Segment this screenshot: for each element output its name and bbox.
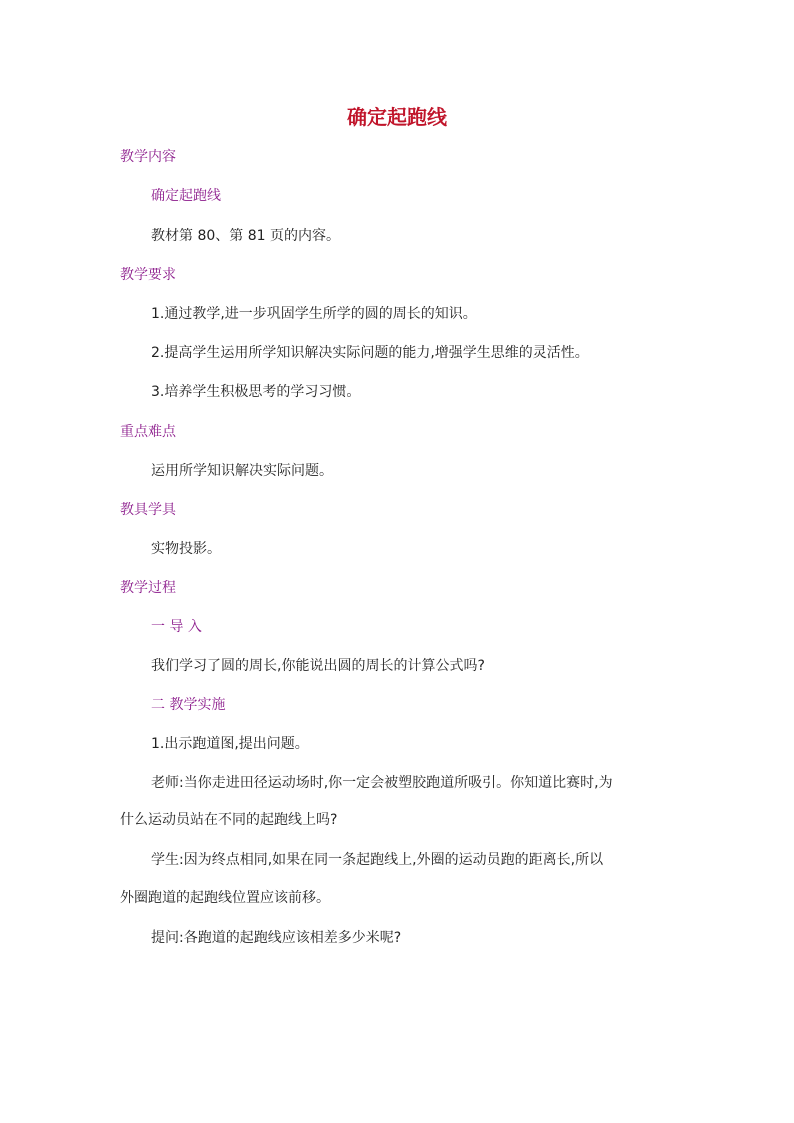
student-line-2: 外圈跑道的起跑线位置应该前移。 [120, 890, 330, 906]
tools-text: 实物投影。 [151, 541, 221, 557]
section-heading-tools: 教具学具 [120, 502, 176, 518]
requirement-item-2: 2.提高学生运用所学知识解决实际问题的能力,增强学生思维的灵活性。 [151, 345, 589, 361]
requirement-item-1: 1.通过教学,进一步巩固学生所学的圆的周长的知识。 [151, 306, 477, 322]
question-text: 提问:各跑道的起跑线应该相差多少米呢? [151, 930, 402, 946]
step2-item-1: 1.出示跑道图,提出问题。 [151, 736, 309, 752]
key-points-text: 运用所学知识解决实际问题。 [151, 463, 333, 479]
document-title: 确定起跑线 [347, 105, 447, 129]
content-topic: 确定起跑线 [151, 188, 221, 204]
step2-heading: 二 教学实施 [151, 697, 226, 713]
step1-text: 我们学习了圆的周长,你能说出圆的周长的计算公式吗? [151, 658, 485, 674]
student-line-1: 学生:因为终点相同,如果在同一条起跑线上,外圈的运动员跑的距离长,所以 [151, 852, 604, 868]
requirement-item-3: 3.培养学生积极思考的学习习惯。 [151, 384, 361, 400]
section-heading-content: 教学内容 [120, 149, 176, 165]
teacher-line-2: 什么运动员站在不同的起跑线上吗? [120, 812, 338, 828]
section-heading-key-points: 重点难点 [120, 424, 176, 440]
section-heading-requirements: 教学要求 [120, 267, 176, 283]
step1-heading: 一 导 入 [151, 619, 202, 635]
content-text: 教材第 80、第 81 页的内容。 [151, 228, 340, 244]
section-heading-process: 教学过程 [120, 580, 176, 596]
teacher-line-1: 老师:当你走进田径运动场时,你一定会被塑胶跑道所吸引。你知道比赛时,为 [151, 775, 613, 791]
